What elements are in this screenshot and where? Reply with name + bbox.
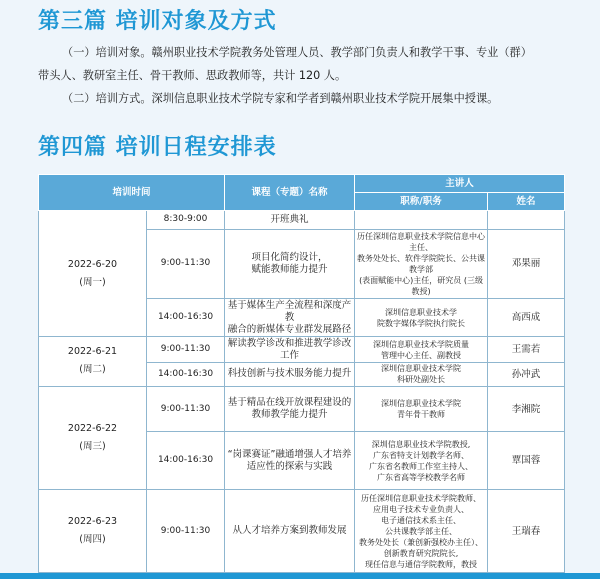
course-line: 赋能教师能力提升 xyxy=(251,263,328,275)
title-line: 教务处处长、软件学院院长、公共课教学部 xyxy=(357,253,486,274)
time-cell: 9:00-11:30 xyxy=(147,229,225,298)
title-line: (表面赋能中心)主任，研究员 (三级教授) xyxy=(359,275,483,296)
speaker-name-cell: 王需若 xyxy=(488,337,565,363)
title-line: 院数字媒体学院执行院长 xyxy=(377,318,466,328)
date-text: 2022-6-23 xyxy=(67,516,118,528)
table-row xyxy=(39,490,565,573)
para-1-line-1 xyxy=(38,41,578,64)
date-cell xyxy=(39,490,147,573)
header-title: 职称/职务 xyxy=(355,193,488,211)
speaker-name-cell: 孙冲武 xyxy=(488,363,565,387)
title-line: 创新教育研究院院长, xyxy=(383,548,459,558)
title-line: 广东省高等学校教学名师 xyxy=(377,472,466,482)
title-line: 现任信息与通信学院教师，教授 xyxy=(365,559,478,569)
schedule-body xyxy=(39,211,565,573)
title-cell xyxy=(355,211,488,230)
weekday-text: (周二) xyxy=(79,364,106,376)
course-line: 基于媒体生产全流程和深度产教 xyxy=(227,299,352,323)
course-cell xyxy=(225,432,355,490)
course-line: 融合的新媒体专业群发展路径 xyxy=(227,323,352,335)
speaker-name-cell: 覃国蓉 xyxy=(488,432,565,490)
section-four-title: 第四篇 培训日程安排表 xyxy=(38,135,277,160)
time-cell: 9:00-11:30 xyxy=(147,337,225,363)
course-cell xyxy=(225,490,355,573)
table-row xyxy=(39,211,565,230)
header-name: 姓名 xyxy=(488,193,565,211)
speaker-name-cell: 高西成 xyxy=(488,298,565,336)
title-line: 历任深圳信息职业技术学院信息中心主任、 xyxy=(357,231,486,252)
bottom-bar xyxy=(0,573,600,579)
weekday-text: (周一) xyxy=(79,276,106,288)
course-line: 适应性的探索与实践 xyxy=(246,460,333,472)
time-cell: 9:00-11:30 xyxy=(147,386,225,432)
table-row xyxy=(39,337,565,363)
course-cell xyxy=(225,211,355,230)
title-cell xyxy=(355,363,488,387)
course-line: 教师教学能力提升 xyxy=(251,409,328,421)
date-text: 2022-6-22 xyxy=(67,423,118,434)
date-text: 2022-6-20 xyxy=(67,258,118,270)
date-text: 2022-6-21 xyxy=(67,346,118,358)
title-line: 管理中心主任、副教授 xyxy=(381,350,462,360)
course-line: 解读教学诊改和推进教学诊改工作 xyxy=(227,337,352,361)
course-line: 基于精品在线开放课程建设的 xyxy=(227,397,352,409)
time-cell: 14:00-16:30 xyxy=(147,363,225,387)
title-cell xyxy=(355,432,488,490)
course-cell xyxy=(225,298,355,336)
section-three-title: 第三篇 培训对象及方式 xyxy=(38,9,277,34)
course-cell xyxy=(225,229,355,298)
title-line: 公共课教学部主任、 xyxy=(385,526,458,536)
weekday-text: (周四) xyxy=(79,534,106,546)
header-course: 课程（专题）名称 xyxy=(225,175,355,211)
title-line: 深圳信息职业技术学院质量 xyxy=(373,339,470,349)
course-cell xyxy=(225,363,355,387)
course-line: “岗课赛证”融通增强人才培养 xyxy=(227,448,352,460)
para-2-text: （二）培训方式。深圳信息职业技术学院专家和学者到赣州职业技术学院开展集中授课。 xyxy=(62,92,499,105)
time-cell: 9:00-11:30 xyxy=(147,490,225,573)
schedule-table xyxy=(38,174,565,573)
time-cell: 8:30-9:00 xyxy=(147,211,225,230)
title-line: 深圳信息职业技术学院教授, xyxy=(371,439,471,449)
title-cell xyxy=(355,229,488,298)
title-line: 教务处处长（兼创新强校办主任）、 xyxy=(359,537,484,547)
para-1-line-1-text: （一）培训对象。赣州职业技术学院教务处管理人员、教学部门负责人和教学干事、专业（群） xyxy=(62,46,532,59)
date-cell xyxy=(39,386,147,489)
title-cell xyxy=(355,490,488,573)
title-line: 广东省特支计划教学名师、 xyxy=(373,450,470,460)
header-time: 培训时间 xyxy=(39,175,225,211)
header-speaker: 主讲人 xyxy=(355,175,565,193)
title-line: 深圳信息职业技术学 xyxy=(385,307,458,317)
speaker-name-cell: 王瑞春 xyxy=(488,490,565,573)
title-cell xyxy=(355,386,488,432)
table-row xyxy=(39,386,565,432)
speaker-name-cell: 邓果丽 xyxy=(488,229,565,298)
time-cell: 14:00-16:30 xyxy=(147,298,225,336)
title-line: 广东省名教师工作室主持人、 xyxy=(369,461,474,471)
speaker-name-cell: 李湘院 xyxy=(488,386,565,432)
title-line: 应用电子技术专业负责人、 xyxy=(373,504,470,514)
time-cell: 14:00-16:30 xyxy=(147,432,225,490)
para-1-line-2: 带头人、教研室主任、骨干教师、思政教师等，共计 120 人。 xyxy=(38,69,347,82)
course-line: 从人才培养方案到教师发展 xyxy=(232,525,347,537)
title-line: 历任深圳信息职业技术学院教师、 xyxy=(361,493,482,503)
section-three-para-1 xyxy=(38,41,578,87)
weekday-text: (周三) xyxy=(79,441,106,452)
course-line: 项目化简约设计， xyxy=(251,251,328,263)
date-cell xyxy=(39,211,147,337)
title-cell xyxy=(355,298,488,336)
title-cell xyxy=(355,337,488,363)
date-cell xyxy=(39,337,147,387)
title-line: 科研处副处长 xyxy=(397,375,446,385)
section-three-para-2 xyxy=(38,87,578,110)
speaker-name-cell xyxy=(488,211,565,230)
title-line: 电子通信技术系主任、 xyxy=(381,515,462,525)
title-line: 青年骨干教师 xyxy=(397,410,446,420)
course-cell xyxy=(225,337,355,363)
course-line: 开班典礼 xyxy=(270,213,309,225)
course-cell xyxy=(225,386,355,432)
course-line: 科技创新与技术服务能力提升 xyxy=(227,368,352,380)
title-line: 深圳信息职业技术学院 xyxy=(381,364,462,374)
title-line: 深圳信息职业技术学院 xyxy=(381,399,462,409)
